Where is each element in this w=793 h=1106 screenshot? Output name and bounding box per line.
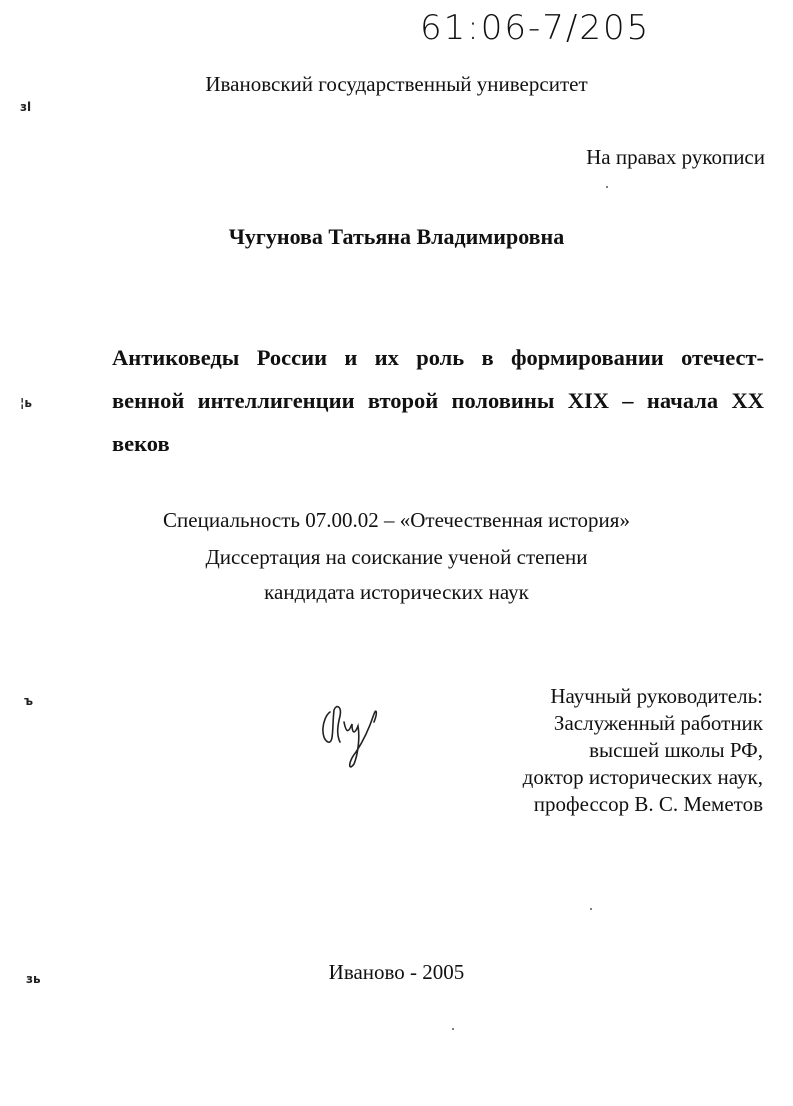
supervisor-block <box>523 683 763 818</box>
supervisor-line-4: профессор В. С. Меметов <box>533 792 763 816</box>
margin-mark-4: зь <box>26 972 41 986</box>
dissertation-title <box>112 336 764 465</box>
university-name: Ивановский государственный университет <box>205 72 588 96</box>
supervisor-line-3: доктор исторических наук, <box>522 765 763 789</box>
handwritten-archive-code: 61:06-7/205 <box>420 8 651 48</box>
scan-speck <box>590 908 592 910</box>
manuscript-rights-note: На правах рукописи <box>586 145 765 169</box>
supervisor-line-2: высшей школы РФ, <box>589 738 763 762</box>
signature <box>318 698 398 783</box>
title-line-1: Антиковеды России и их роль в формировании отечест- <box>112 345 764 370</box>
scan-speck <box>606 186 608 188</box>
degree-line-1: Диссертация на соискание ученой степени <box>205 545 588 569</box>
title-line-3: веков <box>112 431 170 456</box>
signature-icon <box>318 698 398 778</box>
margin-mark-1: зl <box>20 100 32 114</box>
author-name: Чугунова Татьяна Владимировна <box>228 224 565 249</box>
supervisor-label: Научный руководитель: <box>550 684 763 708</box>
margin-mark-3: ъ <box>24 694 34 708</box>
place-and-year: Иваново - 2005 <box>328 960 465 984</box>
title-line-2: венной интеллигенции второй половины XIX – начала XX <box>112 388 764 413</box>
margin-mark-2: ¦ь <box>20 396 32 410</box>
scan-speck <box>452 1028 454 1030</box>
degree-line-2: кандидата исторических наук <box>264 580 529 604</box>
supervisor-line-1: Заслуженный работник <box>553 711 763 735</box>
specialty: Специальность 07.00.02 – «Отечественная история» <box>163 508 630 532</box>
